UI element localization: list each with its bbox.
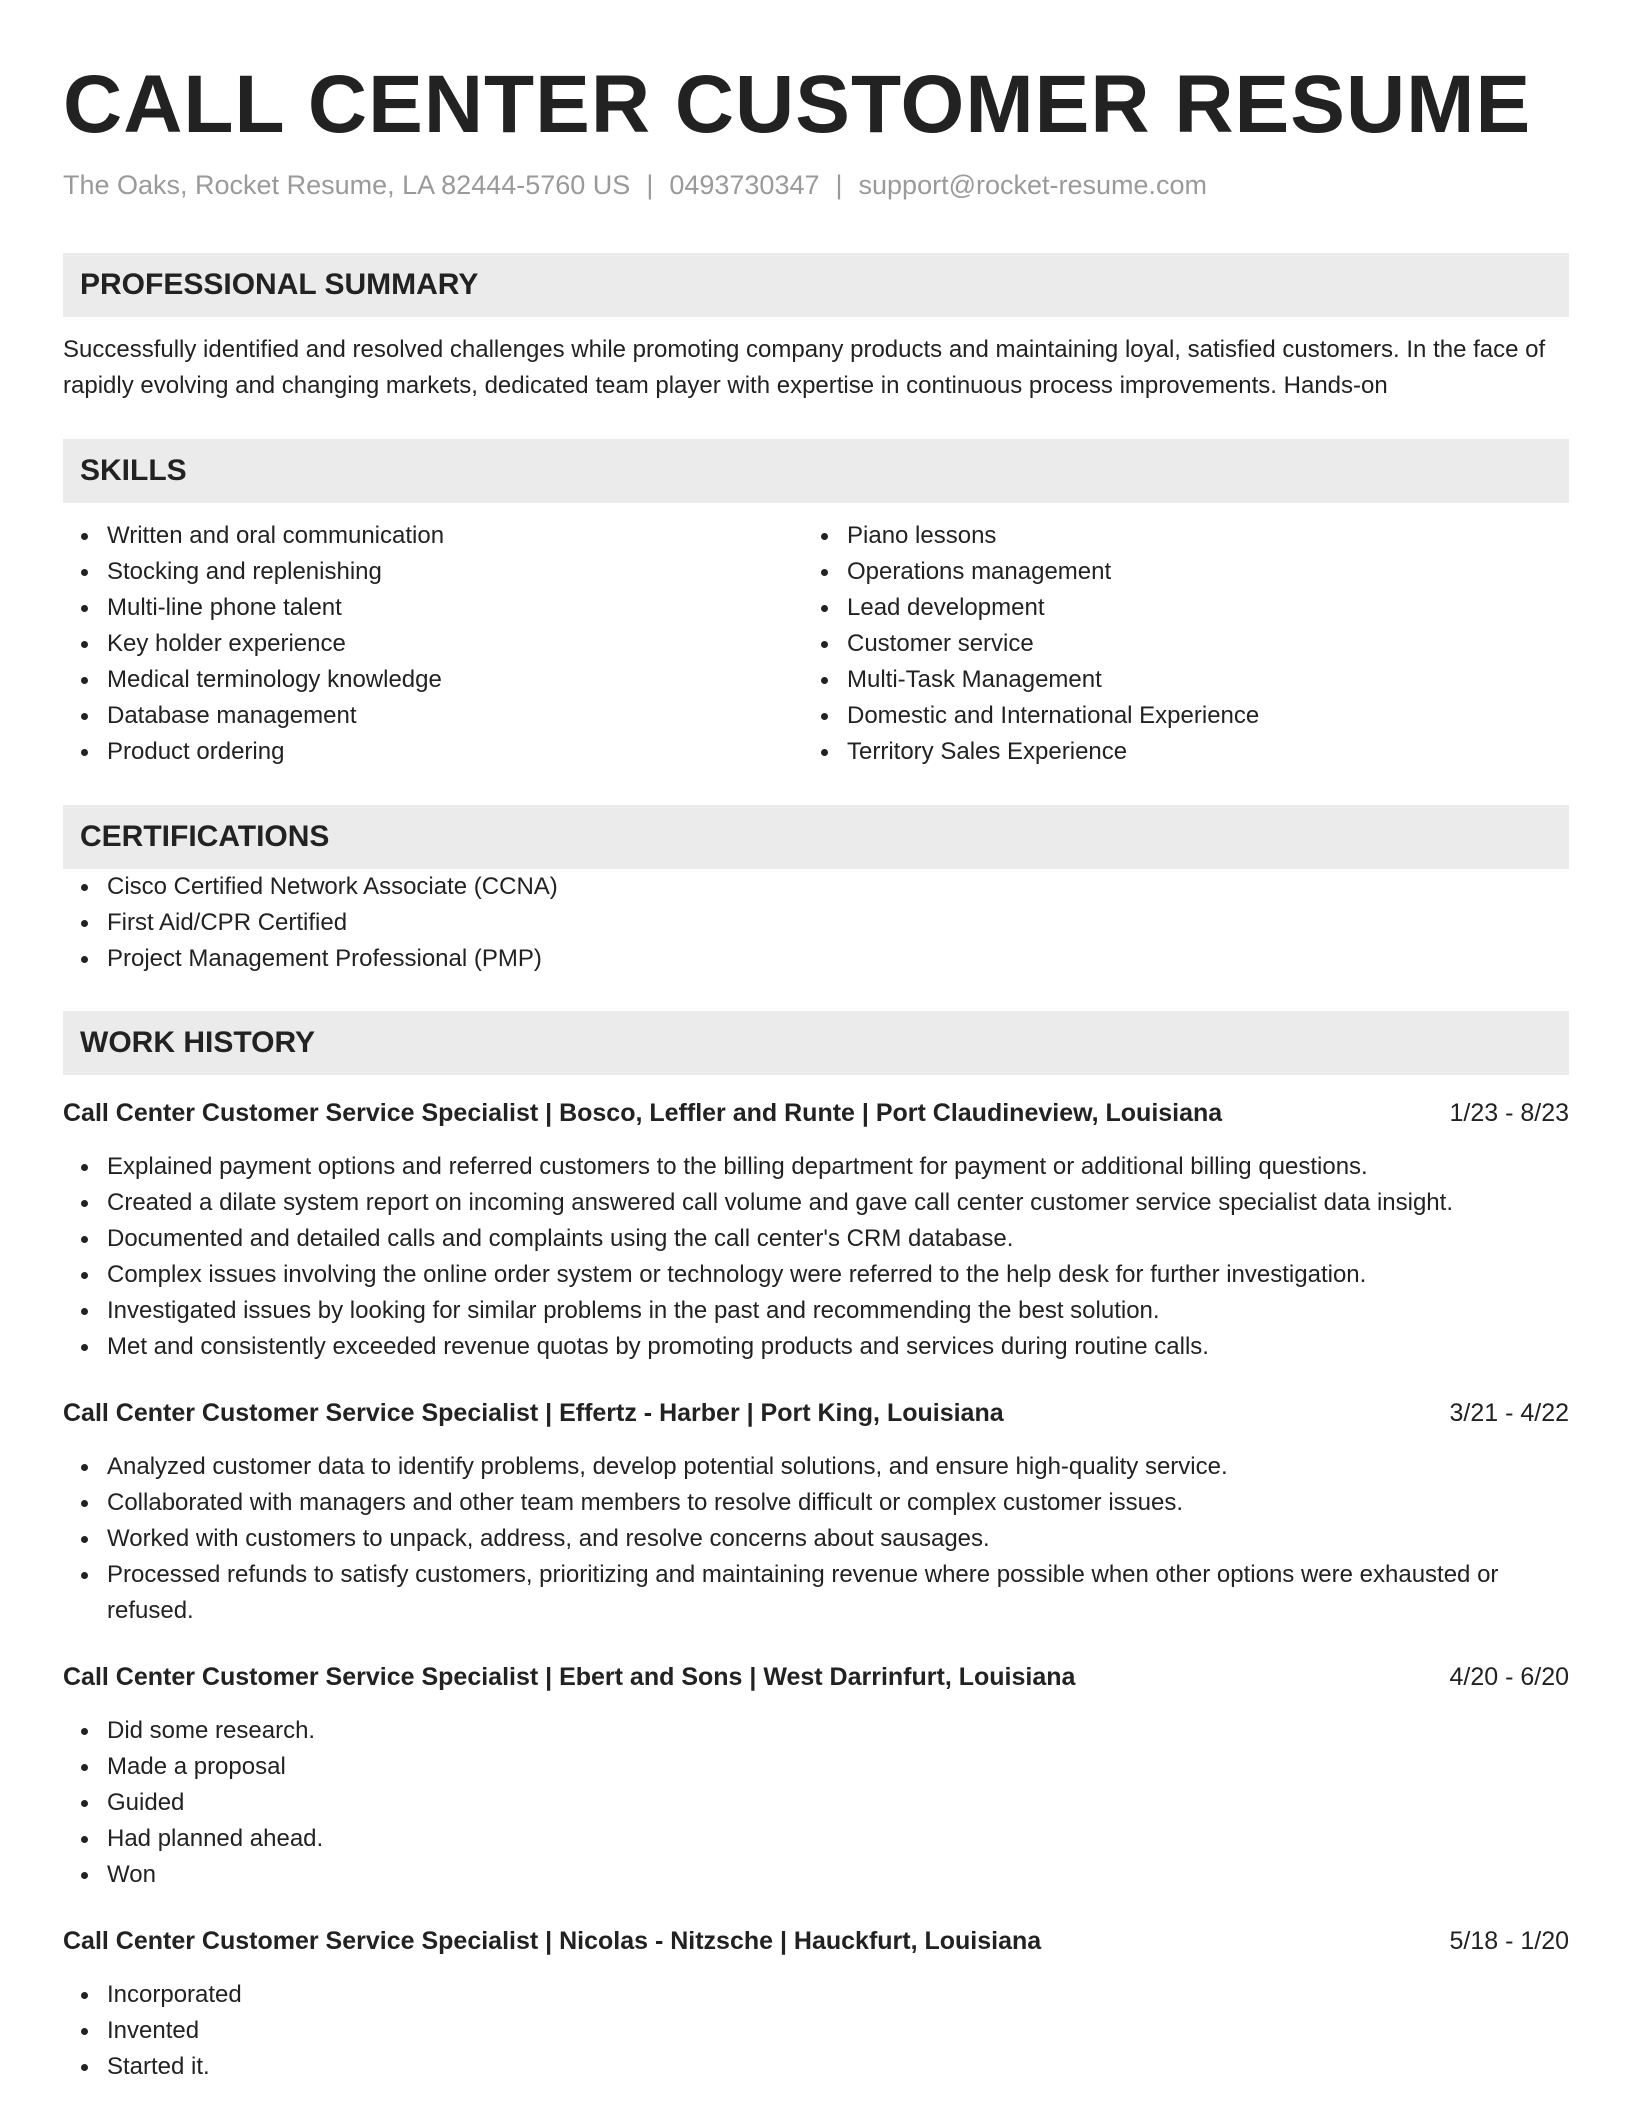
contact-separator: |: [835, 170, 843, 200]
skill-item: Stocking and replenishing: [63, 554, 803, 590]
job-entry: [63, 1659, 1569, 1893]
job-bullet: Processed refunds to satisfy customers, prioritizing and maintaining revenue where possible when other options were exhausted or refused.: [63, 1557, 1569, 1629]
skill-item: Product ordering: [63, 734, 803, 770]
job-bullet: Created a dilate system report on incoming answered call volume and gave call center customer service specialist data insight.: [63, 1185, 1569, 1221]
job-bullet: Did some research.: [63, 1713, 1569, 1749]
job-bullet: Complex issues involving the online order system or technology were referred to the help desk for further investigation.: [63, 1257, 1569, 1293]
job-heading: Call Center Customer Service Specialist | Effertz - Harber | Port King, Louisiana: [63, 1399, 1004, 1427]
skills-list: [63, 518, 1569, 770]
skill-item: Multi-Task Management: [803, 662, 1543, 698]
skill-item: Territory Sales Experience: [803, 734, 1543, 770]
skill-item: Piano lessons: [803, 518, 1543, 554]
section-heading-summary: PROFESSIONAL SUMMARY: [63, 253, 1569, 317]
job-bullets: [63, 1977, 1569, 2085]
skill-item: Medical terminology knowledge: [63, 662, 803, 698]
skills-column-left: [63, 518, 803, 770]
job-bullet: Had planned ahead.: [63, 1821, 1569, 1857]
contact-phone: 0493730347: [669, 170, 820, 200]
job-entry: [63, 1923, 1569, 2085]
contact-separator: |: [646, 170, 654, 200]
job-bullet: Invented: [63, 2013, 1569, 2049]
skill-item: Lead development: [803, 590, 1543, 626]
job-dates: 3/21 - 4/22: [1449, 1399, 1569, 1427]
job-bullets: [63, 1713, 1569, 1893]
job-bullet: Collaborated with managers and other team members to resolve difficult or complex customer issues.: [63, 1485, 1569, 1521]
section-heading-skills: SKILLS: [63, 439, 1569, 503]
resume-title: CALL CENTER CUSTOMER RESUME: [63, 59, 1532, 150]
certification-item: First Aid/CPR Certified: [63, 905, 1569, 941]
job-bullet: Explained payment options and referred customers to the billing department for payment or additional billing questions.: [63, 1149, 1569, 1185]
job-heading: Call Center Customer Service Specialist | Ebert and Sons | West Darrinfurt, Louisiana: [63, 1663, 1076, 1691]
job-dates: 4/20 - 6/20: [1449, 1663, 1569, 1691]
job-bullet: Documented and detailed calls and complaints using the call center's CRM database.: [63, 1221, 1569, 1257]
job-bullet: Met and consistently exceeded revenue quotas by promoting products and services during routine calls.: [63, 1329, 1569, 1365]
job-bullets: [63, 1449, 1569, 1629]
job-bullet: Worked with customers to unpack, address, and resolve concerns about sausages.: [63, 1521, 1569, 1557]
job-bullet: Made a proposal: [63, 1749, 1569, 1785]
skills-column-right: [803, 518, 1543, 770]
skill-item: Operations management: [803, 554, 1543, 590]
certification-item: Project Management Professional (PMP): [63, 941, 1569, 977]
job-dates: 1/23 - 8/23: [1449, 1099, 1569, 1127]
job-bullet: Guided: [63, 1785, 1569, 1821]
skill-item: Database management: [63, 698, 803, 734]
skill-item: Key holder experience: [63, 626, 803, 662]
job-dates: 5/18 - 1/20: [1449, 1927, 1569, 1955]
certifications-list: [63, 869, 1569, 977]
certification-item: Cisco Certified Network Associate (CCNA): [63, 869, 1569, 905]
skill-item: Customer service: [803, 626, 1543, 662]
contact-email: support@rocket-resume.com: [858, 170, 1208, 200]
job-header: [63, 1095, 1569, 1131]
job-entry: [63, 1095, 1569, 1365]
job-bullet: Investigated issues by looking for similar problems in the past and recommending the best solution.: [63, 1293, 1569, 1329]
section-heading-certifications: CERTIFICATIONS: [63, 805, 1569, 869]
skill-item: Domestic and International Experience: [803, 698, 1543, 734]
job-header: [63, 1923, 1569, 1959]
contact-line: [63, 167, 1569, 203]
job-bullet: Won: [63, 1857, 1569, 1893]
skill-item: Multi-line phone talent: [63, 590, 803, 626]
skill-item: Written and oral communication: [63, 518, 803, 554]
job-heading: Call Center Customer Service Specialist | Nicolas - Nitzsche | Hauckfurt, Louisiana: [63, 1927, 1042, 1955]
job-bullet: Started it.: [63, 2049, 1569, 2085]
job-heading: Call Center Customer Service Specialist | Bosco, Leffler and Runte | Port Claudineview, Louisiana: [63, 1099, 1223, 1127]
summary-text: Successfully identified and resolved challenges while promoting company products and maintaining loyal, satisfied customers. In the face of rapidly evolving and changing markets, dedicated team player with expertise in continuous process improvements. Hands-on: [63, 336, 1546, 399]
job-header: [63, 1395, 1569, 1431]
contact-address: The Oaks, Rocket Resume, LA 82444-5760 US: [63, 170, 631, 200]
job-bullet: Incorporated: [63, 1977, 1569, 2013]
section-heading-work-history: WORK HISTORY: [63, 1011, 1569, 1075]
job-entry: [63, 1395, 1569, 1629]
job-bullet: Analyzed customer data to identify problems, develop potential solutions, and ensure high-quality service.: [63, 1449, 1569, 1485]
job-bullets: [63, 1149, 1569, 1365]
job-header: [63, 1659, 1569, 1695]
